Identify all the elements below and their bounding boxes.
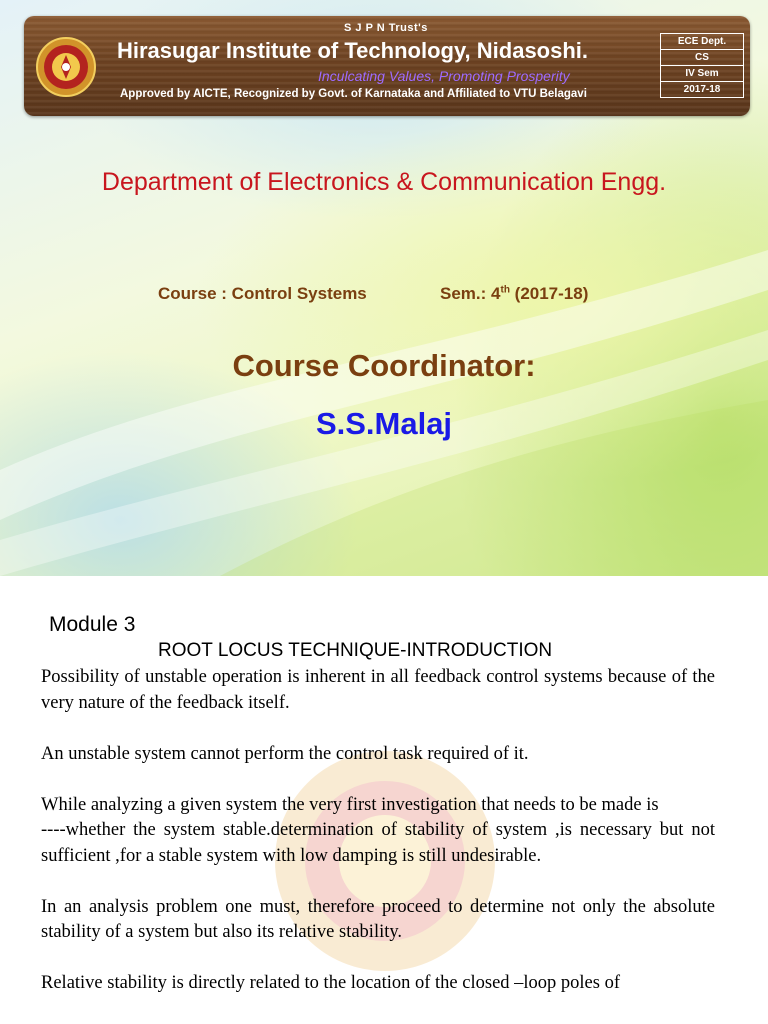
institute-name: Hirasugar Institute of Technology, Nidasoshi. xyxy=(117,38,589,63)
institute-banner xyxy=(24,16,750,116)
semester-year: (2017-18) xyxy=(509,284,589,303)
paragraph: In an analysis problem one must, therefore proceed to determine not only the absolute stability of a system but also its relative stability. xyxy=(41,896,715,942)
paragraph: While analyzing a given system the very first investigation that needs to be made is xyxy=(41,794,659,815)
course-name: Course : Control Systems xyxy=(158,284,367,303)
coordinator-name: S.S.Malaj xyxy=(315,406,453,441)
institute-motto: Inculcating Values, Promoting Prosperity xyxy=(318,68,570,84)
trust-name: S J P N Trust's xyxy=(344,22,428,34)
info-year: 2017-18 xyxy=(683,84,721,95)
paragraph: Possibility of unstable operation is inherent in all feedback control systems because of the very nature of the feedback itself. xyxy=(41,667,715,713)
module-label: Module 3 xyxy=(49,613,136,636)
body-text xyxy=(41,665,715,997)
info-subject: CS xyxy=(661,50,743,66)
coordinator-label: Course Coordinator: xyxy=(232,348,536,383)
department-title: Department of Electronics & Communication Engg. xyxy=(101,168,667,196)
info-semester: IV Sem xyxy=(661,66,743,82)
paragraph: An unstable system cannot perform the control task required of it. xyxy=(41,743,529,764)
semester-prefix: Sem.: 4 xyxy=(440,284,501,303)
info-dept: ECE Dept. xyxy=(661,34,743,50)
approval-text: Approved by AICTE, Recognized by Govt. of Karnataka and Affiliated to VTU Belagavi xyxy=(120,88,587,100)
course-info-box xyxy=(660,33,744,98)
paragraph: ----whether the system stable.determination of stability of system ,is necessary but not sufficient ,for a stable system with low damping is still undesirable. xyxy=(41,820,715,866)
semester-info xyxy=(440,284,588,304)
section-heading: ROOT LOCUS TECHNIQUE-INTRODUCTION xyxy=(158,640,553,661)
semester-suffix-sup: th xyxy=(500,284,510,296)
paragraph: Relative stability is directly related to the location of the closed –loop poles of xyxy=(41,973,621,993)
content-slide xyxy=(0,576,768,1024)
institute-logo-icon xyxy=(35,34,97,100)
